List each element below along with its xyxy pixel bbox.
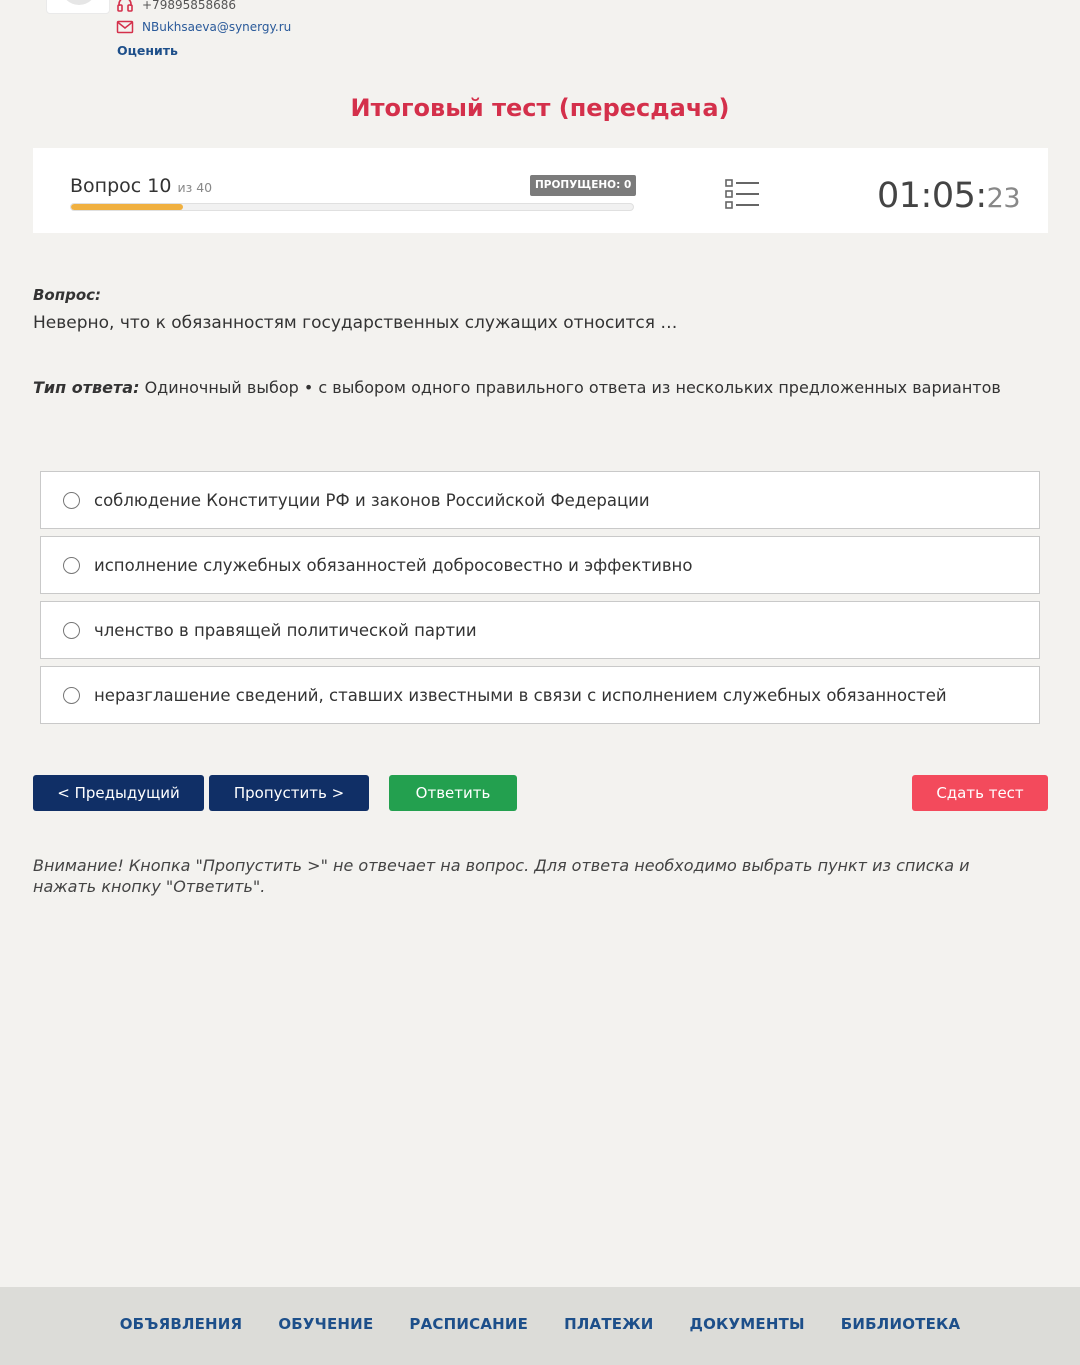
answer-option-2[interactable]: [40, 536, 1040, 594]
question-total: из 40: [177, 180, 213, 195]
phone-number: +79895858686: [142, 0, 237, 12]
mail-icon: [116, 18, 134, 36]
option-text: исполнение служебных обязанностей добросовестно и эффективно: [94, 555, 693, 575]
option-text: неразглашение сведений, ставших известными в связи с исполнением служебных обязанностей: [94, 685, 947, 705]
rate-link[interactable]: Оценить: [117, 43, 178, 58]
question-label: Вопрос:: [33, 286, 102, 304]
footer-link-announcements[interactable]: ОБЪЯВЛЕНИЯ: [119, 1315, 243, 1333]
skipped-badge: ПРОПУЩЕНО: 0: [530, 175, 636, 196]
radio-button[interactable]: [63, 557, 80, 574]
timer-main: 01:05:: [876, 176, 987, 216]
footer-nav: [0, 1315, 1080, 1333]
email-row: [116, 18, 291, 36]
phone-row: [116, 0, 236, 14]
answer-option-1[interactable]: [40, 471, 1040, 529]
answer-option-4[interactable]: [40, 666, 1040, 724]
footer-link-education[interactable]: ОБУЧЕНИЕ: [278, 1315, 374, 1333]
page-title: Итоговый тест (пересдача): [350, 94, 730, 122]
footer: [0, 1287, 1080, 1365]
skip-button[interactable]: Пропустить >: [209, 775, 369, 811]
answer-option-3[interactable]: [40, 601, 1040, 659]
footer-link-documents[interactable]: ДОКУМЕНТЫ: [689, 1315, 805, 1333]
answer-type: [33, 378, 1001, 397]
previous-button[interactable]: < Предыдущий: [33, 775, 204, 811]
radio-button[interactable]: [63, 622, 80, 639]
warning-note: Внимание! Кнопка "Пропустить >" не отвечает на вопрос. Для ответа необходимо выбрать пункт из списка и нажать кнопку "Ответить".: [33, 856, 970, 896]
question-counter: [70, 175, 212, 197]
submit-test-button[interactable]: Сдать тест: [912, 775, 1048, 811]
footer-link-payments[interactable]: ПЛАТЕЖИ: [564, 1315, 654, 1333]
radio-button[interactable]: [63, 687, 80, 704]
option-text: соблюдение Конституции РФ и законов Российской Федерации: [94, 490, 650, 510]
option-text: членство в правящей политической партии: [94, 620, 477, 640]
footer-link-schedule[interactable]: РАСПИСАНИЕ: [409, 1315, 529, 1333]
radio-button[interactable]: [63, 492, 80, 509]
progress-bar: [70, 203, 634, 211]
timer-seconds: 23: [986, 183, 1020, 214]
headset-icon: [116, 0, 134, 14]
question-text: Неверно, что к обязанностям государственных служащих относится …: [33, 313, 678, 333]
progress-fill: [71, 204, 183, 210]
answer-button[interactable]: Ответить: [389, 775, 517, 811]
footer-link-library[interactable]: БИБЛИОТЕКА: [840, 1315, 961, 1333]
question-number: Вопрос 10: [70, 175, 172, 197]
list-icon[interactable]: [725, 178, 761, 210]
timer: [877, 176, 1020, 216]
email-link[interactable]: NBukhsaeva@synergy.ru: [142, 20, 292, 34]
answer-type-value: Одиночный выбор • с выбором одного правильного ответа из нескольких предложенных вариантов: [144, 378, 1001, 397]
avatar: [46, 0, 110, 14]
progress-card: [33, 148, 1048, 233]
answer-type-label: Тип ответа:: [33, 378, 140, 397]
